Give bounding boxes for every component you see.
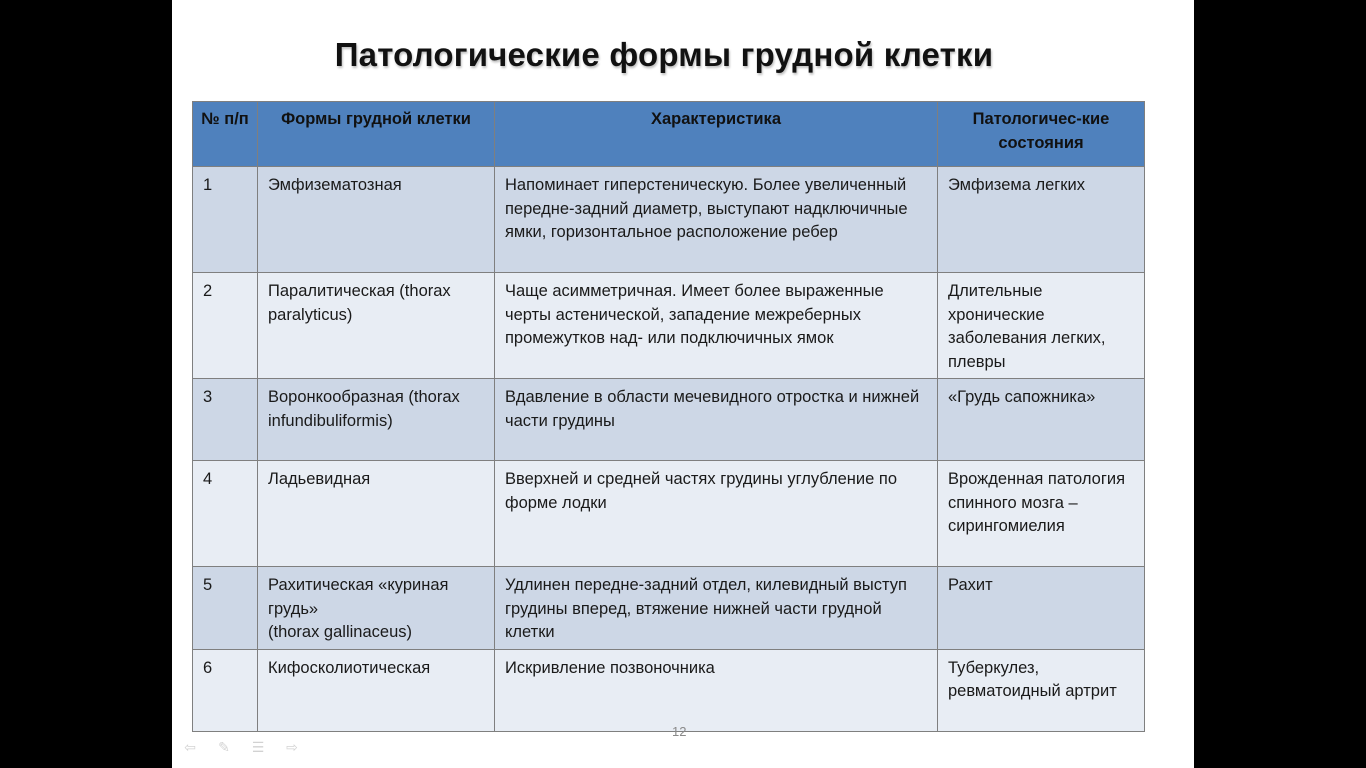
cell-characteristic: Вверхней и средней частях грудины углубление по форме лодки (495, 461, 938, 567)
table-row (193, 379, 1145, 461)
slideshow-nav (180, 740, 302, 754)
table-row (193, 167, 1145, 273)
cell-num: 3 (193, 379, 258, 461)
cell-num: 6 (193, 649, 258, 731)
slide (172, 0, 1194, 768)
cell-num: 5 (193, 567, 258, 650)
header-characteristic: Характеристика (495, 102, 938, 167)
page-number: 12 (672, 724, 687, 739)
cell-states: Врожденная патология спинного мозга – сирингомиелия (938, 461, 1145, 567)
table-header-row (193, 102, 1145, 167)
cell-characteristic: Чаще асимметричная. Имеет более выраженные черты астенической, западение межреберных промежутков над- или подключичных ямок (495, 273, 938, 379)
pen-icon[interactable]: ✎ (218, 739, 230, 755)
cell-states: Туберкулез, ревматоидный артрит (938, 649, 1145, 731)
arrow-right-icon[interactable]: ⇨ (286, 739, 298, 755)
cell-characteristic: Напоминает гиперстеническую. Более увеличенный передне-задний диаметр, выступают надключичные ямки, горизонтальное расположение ребер (495, 167, 938, 273)
cell-form-main: Рахитическая «куриная грудь» (268, 576, 449, 618)
cell-num: 2 (193, 273, 258, 379)
slide-title: Патологические формы грудной клетки (334, 36, 994, 73)
cell-form: Воронкообразная (thorax infundibuliformis) (258, 379, 495, 461)
header-states: Патологичес-кие состояния (938, 102, 1145, 167)
header-form: Формы грудной клетки (258, 102, 495, 167)
cell-characteristic: Удлинен передне-задний отдел, килевидный выступ грудины вперед, втяжение нижней части грудной клетки (495, 567, 938, 650)
cell-form (258, 567, 495, 650)
table-row (193, 461, 1145, 567)
cell-num: 4 (193, 461, 258, 567)
cell-characteristic: Искривление позвоночника (495, 649, 938, 731)
cell-states: Рахит (938, 567, 1145, 650)
pathology-table (192, 101, 1145, 732)
cell-form: Ладьевидная (258, 461, 495, 567)
table-row (193, 273, 1145, 379)
cell-num: 1 (193, 167, 258, 273)
header-num: № п/п (193, 102, 258, 167)
cell-form-latin: (thorax gallinaceus) (268, 623, 412, 641)
cell-states: Эмфизема легких (938, 167, 1145, 273)
cell-form: Паралитическая (thorax paralyticus) (258, 273, 495, 379)
arrow-left-icon[interactable]: ⇦ (184, 739, 196, 755)
cell-states: «Грудь сапожника» (938, 379, 1145, 461)
cell-form: Эмфизематозная (258, 167, 495, 273)
cell-form: Кифосколиотическая (258, 649, 495, 731)
menu-icon[interactable]: ☰ (251, 739, 265, 755)
table-row (193, 649, 1145, 731)
cell-characteristic: Вдавление в области мечевидного отростка и нижней части грудины (495, 379, 938, 461)
cell-states: Длительные хронические заболевания легких, плевры (938, 273, 1145, 379)
table-row (193, 567, 1145, 650)
